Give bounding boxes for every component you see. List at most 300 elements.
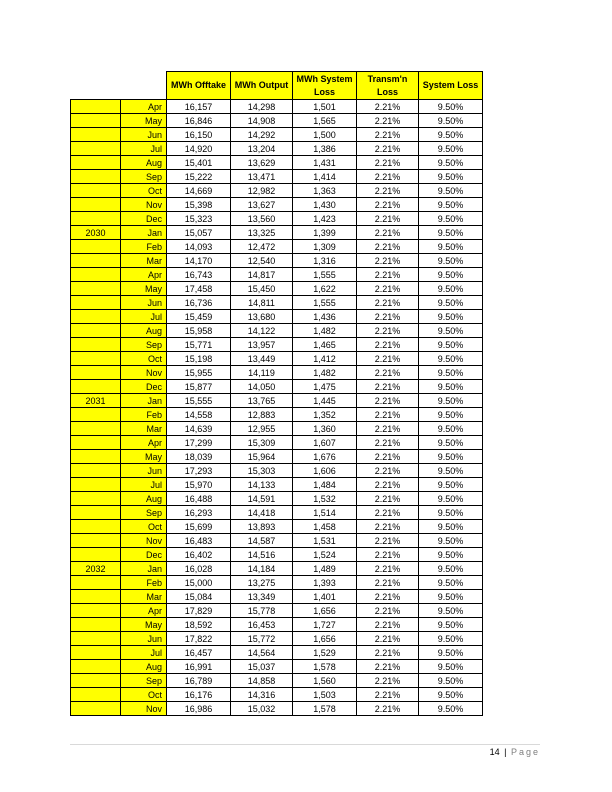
cell-mwh-offtake: 16,293 <box>167 506 231 520</box>
cell-month: Jul <box>121 142 167 156</box>
cell-system-loss: 9.50% <box>419 618 483 632</box>
cell-month: Feb <box>121 576 167 590</box>
cell-transmission-loss: 2.21% <box>357 492 419 506</box>
cell-mwh-system-loss: 1,412 <box>293 352 357 366</box>
cell-mwh-offtake: 14,669 <box>167 184 231 198</box>
table-row <box>71 366 483 380</box>
cell-mwh-system-loss: 1,482 <box>293 366 357 380</box>
table-row <box>71 632 483 646</box>
cell-mwh-output: 14,050 <box>231 380 293 394</box>
table-row <box>71 562 483 576</box>
cell-mwh-offtake: 15,198 <box>167 352 231 366</box>
cell-year <box>71 702 121 716</box>
cell-mwh-output: 14,516 <box>231 548 293 562</box>
cell-mwh-offtake: 15,970 <box>167 478 231 492</box>
cell-month: May <box>121 282 167 296</box>
cell-year <box>71 548 121 562</box>
cell-mwh-system-loss: 1,514 <box>293 506 357 520</box>
cell-transmission-loss: 2.21% <box>357 100 419 114</box>
cell-transmission-loss: 2.21% <box>357 604 419 618</box>
table-row <box>71 436 483 450</box>
cell-transmission-loss: 2.21% <box>357 142 419 156</box>
cell-mwh-output: 14,908 <box>231 114 293 128</box>
cell-mwh-system-loss: 1,423 <box>293 212 357 226</box>
cell-system-loss: 9.50% <box>419 212 483 226</box>
cell-system-loss: 9.50% <box>419 380 483 394</box>
cell-transmission-loss: 2.21% <box>357 240 419 254</box>
offtake-table <box>70 71 483 716</box>
cell-mwh-system-loss: 1,414 <box>293 170 357 184</box>
cell-system-loss: 9.50% <box>419 184 483 198</box>
cell-month: Jun <box>121 632 167 646</box>
cell-year <box>71 352 121 366</box>
cell-system-loss: 9.50% <box>419 142 483 156</box>
cell-month: Apr <box>121 436 167 450</box>
table-row <box>71 100 483 114</box>
cell-transmission-loss: 2.21% <box>357 128 419 142</box>
cell-year <box>71 576 121 590</box>
cell-mwh-system-loss: 1,501 <box>293 100 357 114</box>
cell-system-loss: 9.50% <box>419 576 483 590</box>
cell-mwh-offtake: 15,958 <box>167 324 231 338</box>
cell-transmission-loss: 2.21% <box>357 408 419 422</box>
cell-month: Jun <box>121 296 167 310</box>
cell-transmission-loss: 2.21% <box>357 660 419 674</box>
cell-month: Mar <box>121 254 167 268</box>
cell-transmission-loss: 2.21% <box>357 296 419 310</box>
cell-mwh-offtake: 15,323 <box>167 212 231 226</box>
cell-year <box>71 688 121 702</box>
cell-transmission-loss: 2.21% <box>357 422 419 436</box>
cell-mwh-system-loss: 1,727 <box>293 618 357 632</box>
cell-year <box>71 128 121 142</box>
cell-year <box>71 632 121 646</box>
cell-system-loss: 9.50% <box>419 156 483 170</box>
cell-month: Apr <box>121 100 167 114</box>
table-row <box>71 464 483 478</box>
cell-system-loss: 9.50% <box>419 646 483 660</box>
cell-system-loss: 9.50% <box>419 548 483 562</box>
cell-system-loss: 9.50% <box>419 170 483 184</box>
cell-mwh-system-loss: 1,458 <box>293 520 357 534</box>
cell-system-loss: 9.50% <box>419 492 483 506</box>
cell-mwh-output: 14,858 <box>231 674 293 688</box>
cell-system-loss: 9.50% <box>419 534 483 548</box>
cell-transmission-loss: 2.21% <box>357 506 419 520</box>
cell-system-loss: 9.50% <box>419 352 483 366</box>
cell-mwh-output: 13,204 <box>231 142 293 156</box>
cell-transmission-loss: 2.21% <box>357 268 419 282</box>
cell-mwh-output: 15,303 <box>231 464 293 478</box>
cell-transmission-loss: 2.21% <box>357 576 419 590</box>
cell-system-loss: 9.50% <box>419 506 483 520</box>
cell-mwh-offtake: 16,743 <box>167 268 231 282</box>
cell-year <box>71 590 121 604</box>
cell-mwh-system-loss: 1,622 <box>293 282 357 296</box>
cell-mwh-offtake: 16,846 <box>167 114 231 128</box>
cell-system-loss: 9.50% <box>419 450 483 464</box>
cell-year: 2030 <box>71 226 121 240</box>
cell-mwh-output: 12,955 <box>231 422 293 436</box>
table-body <box>71 100 483 716</box>
page-number: 14 <box>489 747 500 757</box>
cell-mwh-system-loss: 1,401 <box>293 590 357 604</box>
cell-transmission-loss: 2.21% <box>357 632 419 646</box>
cell-year <box>71 450 121 464</box>
cell-month: Nov <box>121 366 167 380</box>
cell-mwh-offtake: 14,170 <box>167 254 231 268</box>
table-row <box>71 226 483 240</box>
cell-year <box>71 296 121 310</box>
cell-mwh-output: 15,964 <box>231 450 293 464</box>
table-row <box>71 590 483 604</box>
cell-mwh-offtake: 16,789 <box>167 674 231 688</box>
offtake-table-container <box>70 71 483 716</box>
cell-mwh-system-loss: 1,656 <box>293 604 357 618</box>
cell-year <box>71 170 121 184</box>
cell-transmission-loss: 2.21% <box>357 324 419 338</box>
cell-mwh-system-loss: 1,532 <box>293 492 357 506</box>
cell-mwh-output: 14,811 <box>231 296 293 310</box>
cell-year: 2031 <box>71 394 121 408</box>
cell-mwh-system-loss: 1,363 <box>293 184 357 198</box>
cell-system-loss: 9.50% <box>419 436 483 450</box>
cell-mwh-output: 12,883 <box>231 408 293 422</box>
cell-year <box>71 380 121 394</box>
cell-mwh-system-loss: 1,555 <box>293 296 357 310</box>
table-row <box>71 674 483 688</box>
cell-system-loss: 9.50% <box>419 590 483 604</box>
cell-mwh-output: 13,627 <box>231 198 293 212</box>
cell-mwh-system-loss: 1,503 <box>293 688 357 702</box>
cell-system-loss: 9.50% <box>419 422 483 436</box>
table-row <box>71 394 483 408</box>
cell-transmission-loss: 2.21% <box>357 198 419 212</box>
cell-mwh-output: 15,037 <box>231 660 293 674</box>
cell-system-loss: 9.50% <box>419 254 483 268</box>
cell-mwh-system-loss: 1,606 <box>293 464 357 478</box>
cell-transmission-loss: 2.21% <box>357 254 419 268</box>
cell-month: Oct <box>121 352 167 366</box>
cell-mwh-output: 16,453 <box>231 618 293 632</box>
cell-mwh-output: 15,450 <box>231 282 293 296</box>
cell-mwh-system-loss: 1,352 <box>293 408 357 422</box>
cell-mwh-offtake: 16,457 <box>167 646 231 660</box>
table-row <box>71 450 483 464</box>
cell-mwh-offtake: 16,488 <box>167 492 231 506</box>
cell-year: 2032 <box>71 562 121 576</box>
cell-year <box>71 338 121 352</box>
table-row <box>71 170 483 184</box>
cell-mwh-offtake: 16,736 <box>167 296 231 310</box>
cell-mwh-output: 12,982 <box>231 184 293 198</box>
cell-month: Jul <box>121 478 167 492</box>
cell-mwh-offtake: 15,057 <box>167 226 231 240</box>
cell-month: Aug <box>121 324 167 338</box>
cell-year <box>71 156 121 170</box>
cell-year <box>71 408 121 422</box>
cell-year <box>71 282 121 296</box>
cell-mwh-system-loss: 1,531 <box>293 534 357 548</box>
cell-mwh-output: 13,471 <box>231 170 293 184</box>
cell-transmission-loss: 2.21% <box>357 702 419 716</box>
cell-mwh-system-loss: 1,607 <box>293 436 357 450</box>
cell-mwh-output: 14,316 <box>231 688 293 702</box>
table-row <box>71 324 483 338</box>
cell-mwh-system-loss: 1,360 <box>293 422 357 436</box>
cell-month: Sep <box>121 674 167 688</box>
cell-transmission-loss: 2.21% <box>357 618 419 632</box>
cell-transmission-loss: 2.21% <box>357 170 419 184</box>
table-row <box>71 156 483 170</box>
table-row <box>71 688 483 702</box>
table-row <box>71 576 483 590</box>
table-row <box>71 506 483 520</box>
cell-month: Oct <box>121 520 167 534</box>
cell-month: Apr <box>121 268 167 282</box>
cell-system-loss: 9.50% <box>419 366 483 380</box>
cell-month: Feb <box>121 408 167 422</box>
cell-mwh-offtake: 15,555 <box>167 394 231 408</box>
cell-year <box>71 142 121 156</box>
cell-year <box>71 212 121 226</box>
cell-year <box>71 100 121 114</box>
cell-transmission-loss: 2.21% <box>357 464 419 478</box>
cell-year <box>71 198 121 212</box>
cell-year <box>71 254 121 268</box>
cell-mwh-system-loss: 1,565 <box>293 114 357 128</box>
cell-month: Mar <box>121 590 167 604</box>
table-row <box>71 646 483 660</box>
header-blank-month <box>121 72 167 100</box>
cell-mwh-system-loss: 1,489 <box>293 562 357 576</box>
cell-mwh-system-loss: 1,578 <box>293 660 357 674</box>
cell-month: Jul <box>121 310 167 324</box>
table-row <box>71 128 483 142</box>
cell-mwh-system-loss: 1,399 <box>293 226 357 240</box>
cell-mwh-system-loss: 1,475 <box>293 380 357 394</box>
cell-month: Jun <box>121 464 167 478</box>
cell-transmission-loss: 2.21% <box>357 646 419 660</box>
cell-mwh-output: 13,629 <box>231 156 293 170</box>
cell-mwh-output: 13,680 <box>231 310 293 324</box>
cell-transmission-loss: 2.21% <box>357 352 419 366</box>
cell-month: Nov <box>121 534 167 548</box>
cell-transmission-loss: 2.21% <box>357 226 419 240</box>
cell-system-loss: 9.50% <box>419 702 483 716</box>
cell-month: Jun <box>121 128 167 142</box>
cell-system-loss: 9.50% <box>419 226 483 240</box>
cell-mwh-offtake: 15,000 <box>167 576 231 590</box>
table-row <box>71 268 483 282</box>
table-row <box>71 198 483 212</box>
cell-mwh-output: 15,032 <box>231 702 293 716</box>
cell-mwh-offtake: 15,955 <box>167 366 231 380</box>
table-row <box>71 254 483 268</box>
cell-month: Jan <box>121 562 167 576</box>
cell-transmission-loss: 2.21% <box>357 394 419 408</box>
cell-year <box>71 492 121 506</box>
cell-month: Jan <box>121 394 167 408</box>
cell-transmission-loss: 2.21% <box>357 436 419 450</box>
cell-year <box>71 464 121 478</box>
cell-mwh-offtake: 15,398 <box>167 198 231 212</box>
cell-system-loss: 9.50% <box>419 198 483 212</box>
cell-month: Jan <box>121 226 167 240</box>
cell-month: Oct <box>121 688 167 702</box>
cell-transmission-loss: 2.21% <box>357 310 419 324</box>
table-row <box>71 702 483 716</box>
table-row <box>71 296 483 310</box>
cell-system-loss: 9.50% <box>419 604 483 618</box>
cell-year <box>71 114 121 128</box>
cell-month: Dec <box>121 212 167 226</box>
cell-month: Sep <box>121 338 167 352</box>
cell-mwh-output: 13,893 <box>231 520 293 534</box>
cell-system-loss: 9.50% <box>419 324 483 338</box>
cell-transmission-loss: 2.21% <box>357 562 419 576</box>
cell-mwh-offtake: 16,991 <box>167 660 231 674</box>
table-row <box>71 114 483 128</box>
table-row <box>71 422 483 436</box>
header-mwh-offtake: MWh Offtake <box>167 72 231 100</box>
cell-mwh-system-loss: 1,555 <box>293 268 357 282</box>
cell-system-loss: 9.50% <box>419 674 483 688</box>
cell-mwh-system-loss: 1,393 <box>293 576 357 590</box>
cell-mwh-offtake: 14,639 <box>167 422 231 436</box>
header-mwh-output: MWh Output <box>231 72 293 100</box>
cell-month: Mar <box>121 422 167 436</box>
table-row <box>71 212 483 226</box>
footer-separator: | <box>504 747 507 757</box>
cell-mwh-output: 14,122 <box>231 324 293 338</box>
cell-system-loss: 9.50% <box>419 268 483 282</box>
cell-mwh-system-loss: 1,529 <box>293 646 357 660</box>
cell-month: Jul <box>121 646 167 660</box>
table-row <box>71 520 483 534</box>
cell-mwh-offtake: 17,299 <box>167 436 231 450</box>
cell-system-loss: 9.50% <box>419 310 483 324</box>
cell-mwh-output: 13,349 <box>231 590 293 604</box>
cell-mwh-offtake: 16,176 <box>167 688 231 702</box>
cell-system-loss: 9.50% <box>419 100 483 114</box>
cell-transmission-loss: 2.21% <box>357 548 419 562</box>
cell-mwh-output: 15,778 <box>231 604 293 618</box>
cell-transmission-loss: 2.21% <box>357 184 419 198</box>
cell-transmission-loss: 2.21% <box>357 520 419 534</box>
cell-mwh-system-loss: 1,656 <box>293 632 357 646</box>
cell-mwh-offtake: 15,084 <box>167 590 231 604</box>
table-row <box>71 660 483 674</box>
cell-year <box>71 268 121 282</box>
cell-mwh-offtake: 16,157 <box>167 100 231 114</box>
cell-mwh-offtake: 14,093 <box>167 240 231 254</box>
cell-year <box>71 366 121 380</box>
cell-mwh-output: 13,325 <box>231 226 293 240</box>
cell-mwh-system-loss: 1,560 <box>293 674 357 688</box>
cell-mwh-system-loss: 1,500 <box>293 128 357 142</box>
cell-transmission-loss: 2.21% <box>357 534 419 548</box>
cell-mwh-offtake: 16,402 <box>167 548 231 562</box>
table-row <box>71 240 483 254</box>
cell-year <box>71 604 121 618</box>
cell-mwh-offtake: 14,920 <box>167 142 231 156</box>
cell-system-loss: 9.50% <box>419 296 483 310</box>
cell-system-loss: 9.50% <box>419 632 483 646</box>
cell-mwh-output: 14,292 <box>231 128 293 142</box>
cell-mwh-output: 14,119 <box>231 366 293 380</box>
cell-system-loss: 9.50% <box>419 520 483 534</box>
header-mwh-system-loss: MWh System Loss <box>293 72 357 100</box>
cell-month: May <box>121 618 167 632</box>
cell-mwh-output: 14,817 <box>231 268 293 282</box>
header-blank-year <box>71 72 121 100</box>
table-row <box>71 338 483 352</box>
cell-mwh-output: 13,957 <box>231 338 293 352</box>
cell-year <box>71 324 121 338</box>
cell-system-loss: 9.50% <box>419 562 483 576</box>
cell-transmission-loss: 2.21% <box>357 282 419 296</box>
footer-divider <box>70 744 540 745</box>
cell-system-loss: 9.50% <box>419 114 483 128</box>
cell-transmission-loss: 2.21% <box>357 674 419 688</box>
cell-transmission-loss: 2.21% <box>357 380 419 394</box>
cell-transmission-loss: 2.21% <box>357 688 419 702</box>
cell-mwh-offtake: 15,222 <box>167 170 231 184</box>
cell-mwh-system-loss: 1,445 <box>293 394 357 408</box>
table-header-row <box>71 72 483 100</box>
table-row <box>71 534 483 548</box>
cell-year <box>71 422 121 436</box>
cell-mwh-offtake: 17,458 <box>167 282 231 296</box>
cell-year <box>71 506 121 520</box>
header-system-loss: System Loss <box>419 72 483 100</box>
cell-month: Nov <box>121 198 167 212</box>
cell-transmission-loss: 2.21% <box>357 590 419 604</box>
cell-year <box>71 184 121 198</box>
cell-year <box>71 240 121 254</box>
cell-month: Dec <box>121 380 167 394</box>
cell-mwh-offtake: 18,592 <box>167 618 231 632</box>
cell-system-loss: 9.50% <box>419 660 483 674</box>
cell-mwh-output: 14,298 <box>231 100 293 114</box>
cell-mwh-output: 13,449 <box>231 352 293 366</box>
cell-mwh-output: 12,472 <box>231 240 293 254</box>
cell-mwh-system-loss: 1,482 <box>293 324 357 338</box>
table-row <box>71 618 483 632</box>
cell-mwh-system-loss: 1,309 <box>293 240 357 254</box>
cell-year <box>71 646 121 660</box>
cell-system-loss: 9.50% <box>419 338 483 352</box>
cell-system-loss: 9.50% <box>419 282 483 296</box>
table-row <box>71 548 483 562</box>
table-row <box>71 142 483 156</box>
cell-year <box>71 478 121 492</box>
cell-mwh-output: 14,564 <box>231 646 293 660</box>
cell-mwh-output: 14,133 <box>231 478 293 492</box>
cell-mwh-system-loss: 1,436 <box>293 310 357 324</box>
cell-transmission-loss: 2.21% <box>357 478 419 492</box>
cell-mwh-output: 14,587 <box>231 534 293 548</box>
cell-month: Aug <box>121 660 167 674</box>
cell-year <box>71 310 121 324</box>
cell-mwh-output: 14,591 <box>231 492 293 506</box>
table-row <box>71 478 483 492</box>
cell-mwh-offtake: 15,459 <box>167 310 231 324</box>
cell-mwh-system-loss: 1,484 <box>293 478 357 492</box>
cell-mwh-output: 14,418 <box>231 506 293 520</box>
cell-month: May <box>121 450 167 464</box>
